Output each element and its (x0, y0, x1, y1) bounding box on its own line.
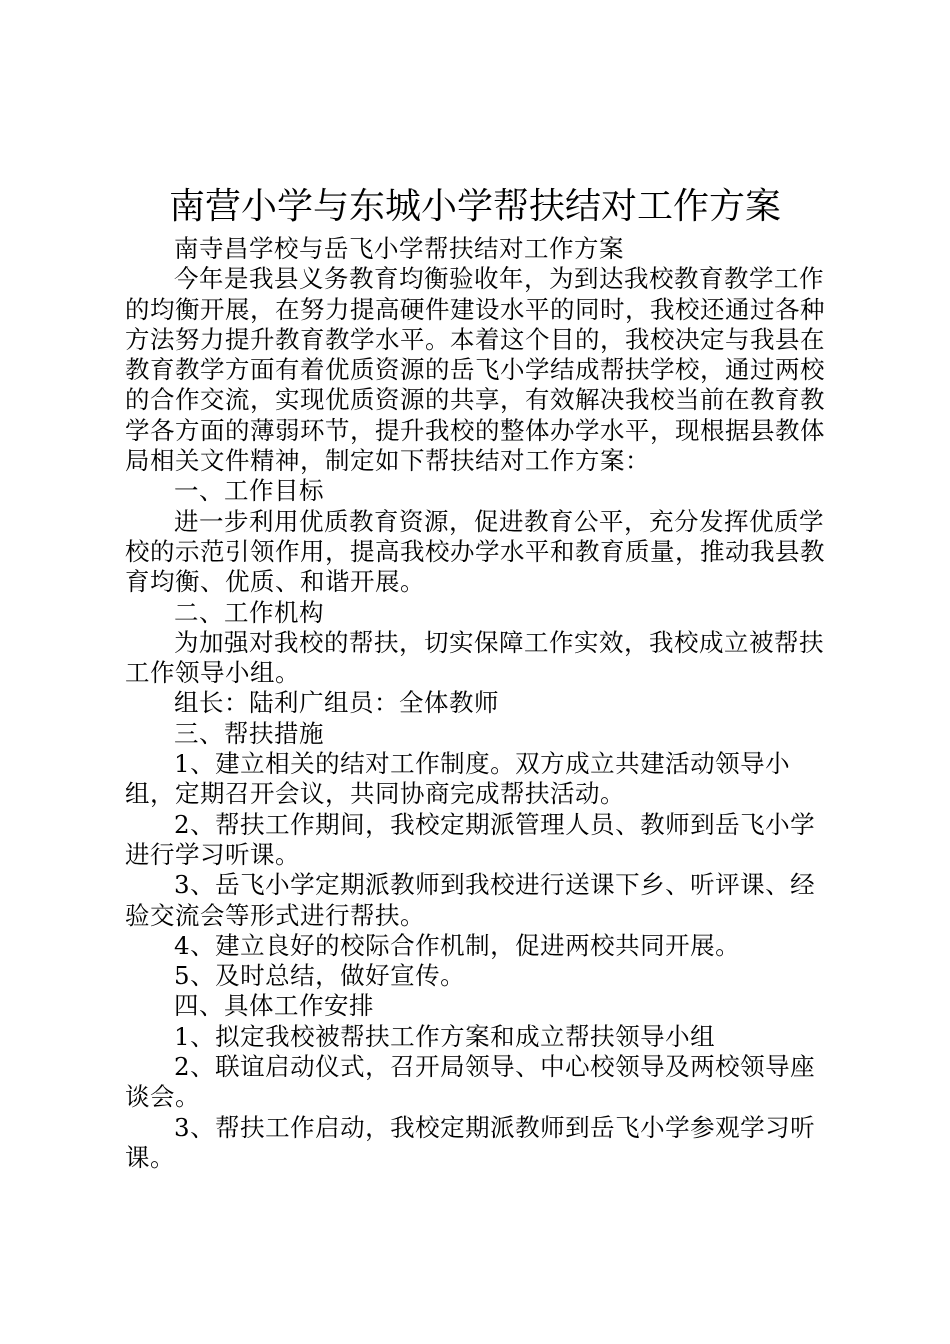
list-item: 3、帮扶工作启动，我校定期派教师到岳飞小学参观学习听课。 (125, 1112, 816, 1172)
paragraph-intro: 今年是我县义务教育均衡验收年，为到达我校教育教学工作的均衡开展，在努力提高硬件建设水平的同时，我校还通过各种方法努力提升教育教学水平。本着这个目的，我校决定与我县在教育教学方面有着优质资源的岳飞小学结成帮扶学校，通过两校的合作交流，实现优质资源的共享，有效解决我校当前在教育教学各方面的薄弱环节，提升我校的整体办学水平，现根据县教体局相关文件精神，制定如下帮扶结对工作方案： (125, 264, 825, 476)
paragraph-goals: 进一步利用优质教育资源，促进教育公平，充分发挥优质学校的示范引领作用，提高我校办学水平和教育质量，推动我县教育均衡、优质、和谐开展。 (125, 506, 825, 597)
document-body (125, 234, 837, 1173)
document-title: 南营小学与东城小学帮扶结对工作方案 (168, 186, 781, 227)
section-heading-measures: 三、帮扶措施 (174, 718, 324, 748)
section-heading-goals: 一、工作目标 (174, 476, 324, 506)
list-item: 5、及时总结，做好宣传。 (174, 961, 466, 991)
paragraph-subtitle: 南寺昌学校与岳飞小学帮扶结对工作方案 (174, 234, 624, 263)
list-item: 1、拟定我校被帮扶工作方案和成立帮扶领导小组 (174, 1021, 716, 1051)
list-item: 1、建立相关的结对工作制度。双方成立共建活动领导小组，定期召开会议，共同协商完成帮扶活动。 (125, 749, 791, 809)
list-item: 4、建立良好的校际合作机制，促进两校共同开展。 (174, 930, 741, 960)
section-heading-organization: 二、工作机构 (174, 597, 324, 627)
paragraph-organization: 为加强对我校的帮扶，切实保障工作实效，我校成立被帮扶工作领导小组。 (125, 627, 824, 688)
list-item: 2、联谊启动仪式，召开局领导、中心校领导及两校领导座谈会。 (125, 1052, 816, 1112)
list-item: 3、岳飞小学定期派教师到我校进行送课下乡、听评课、经验交流会等形式进行帮扶。 (125, 870, 816, 930)
list-item: 2、帮扶工作期间，我校定期派管理人员、教师到岳飞小学进行学习听课。 (125, 809, 816, 869)
paragraph-members: 组长：陆利广组员：全体教师 (174, 688, 499, 718)
section-heading-arrangements: 四、具体工作安排 (174, 991, 374, 1021)
